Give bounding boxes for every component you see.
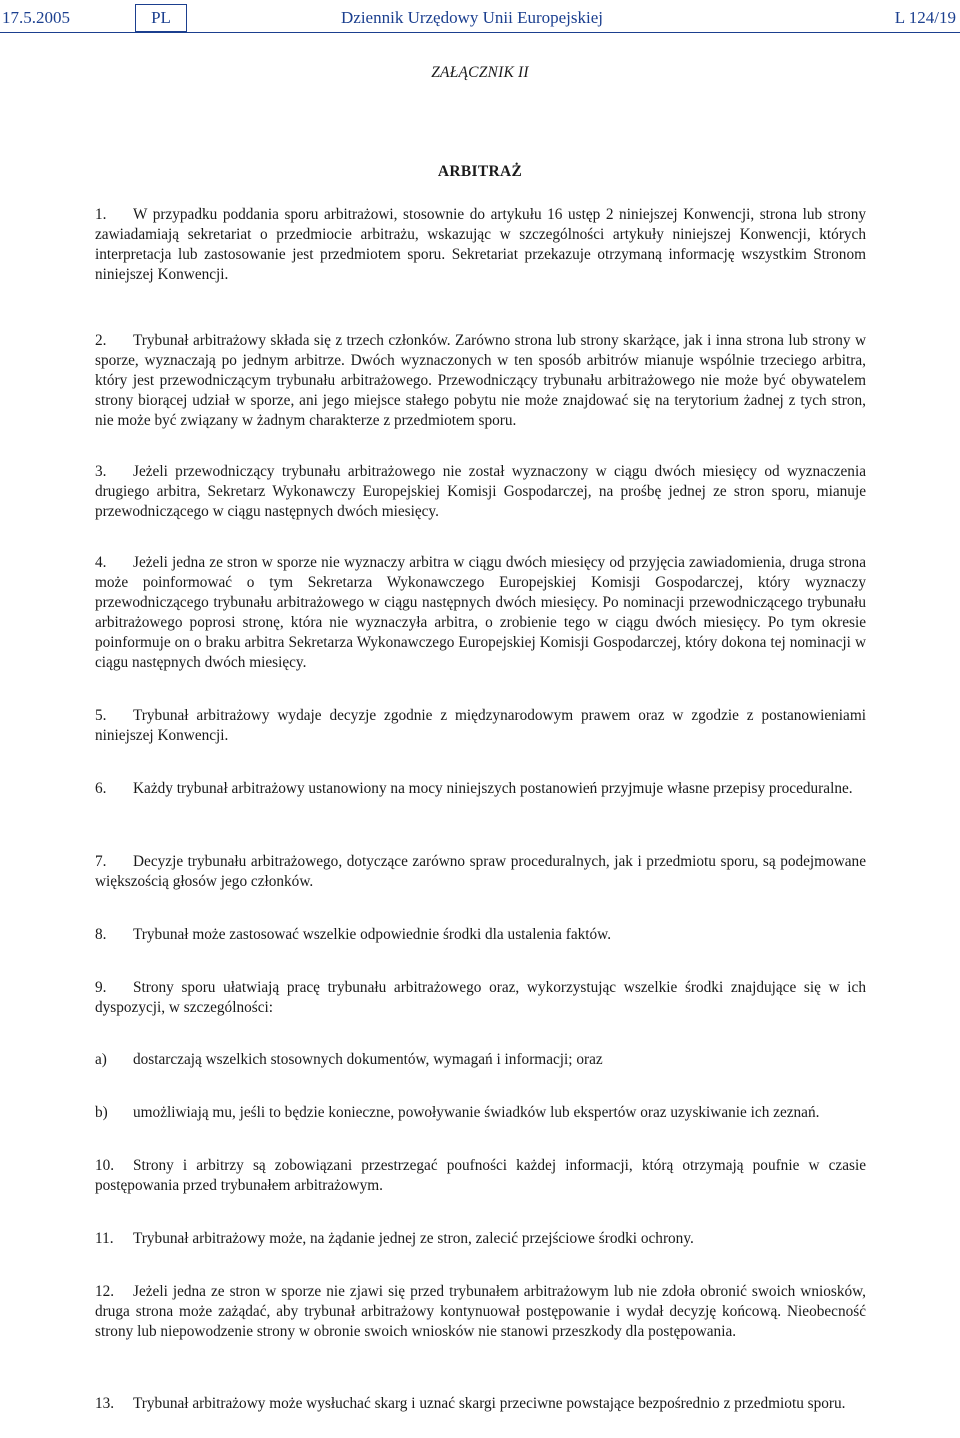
paragraph-number: 13. — [95, 1395, 115, 1412]
paragraph-text: Jeżeli jedna ze stron w sporze nie zjawi się przed trybunałem arbitrażowym lub nie zdoła obronić swoich wniosków, druga strona może zażądać, aby trybunał arbitrażowy kontynuował postępowanie i wydał decyzję końcową. Nieobecność strony lub niepowodzenie strony w obronie swoich wniosków nie stanowi przeszkody dla postępowania. — [95, 1283, 866, 1341]
paragraph-9 — [95, 978, 866, 1018]
paragraph-number: 2. — [95, 332, 107, 349]
paragraph-number: 5. — [95, 707, 107, 724]
paragraph-5 — [95, 706, 866, 746]
paragraph-10 — [95, 1156, 866, 1196]
page-header — [0, 4, 960, 38]
paragraph-12 — [95, 1282, 866, 1342]
paragraph-number: 10. — [95, 1157, 115, 1174]
paragraph-2 — [95, 331, 866, 431]
section-title: ARBITRAŻ — [437, 163, 523, 180]
paragraph-text: Strony i arbitrzy są zobowiązani przestrzegać poufności każdej informacji, którą otrzymają poufnie w czasie postępowania przed trybunałem arbitrażowym. — [95, 1157, 866, 1195]
paragraph-text: Trybunał arbitrażowy składa się z trzech członków. Zarówno strona lub strony skarżące, jak i inna strona lub strony w sporze, wyznaczają po jednym arbitrze. Dwóch wyznaczonych w ten sposób arbitrów mianuje wspólnie trzeciego arbitra, który jest przewodniczącym trybunału arbitrażowego. Przewodniczący trybunału arbitrażowego nie może być obywatelem strony biorącej udział w sporze, ani jego miejsce stałego pobytu nie może znajdować się na terytorium żadnej z tych stron, nie może być związany w żadnym charakterze z przedmiotem sporu. — [95, 332, 866, 430]
paragraph-number: 4. — [95, 554, 107, 571]
paragraph-text: Jeżeli jedna ze stron w sporze nie wyznaczy arbitra w ciągu dwóch miesięcy od przyjęcia zawiadomienia, druga strona może poinformować o tym Sekretarza Wykonawczego Europejskiej Komisji Gospodarczej, który wyznaczy przewodniczącego trybunału arbitrażowego w ciągu następnych dwóch miesięcy. Po nominacji przewodniczącego trybunału arbitrażowego poprosi stronę, która nie wyznaczyła arbitra, o zrobienie tego w ciągu dwóch miesięcy. Po tym okresie poinformuje on o braku arbitra Sekretarza Wykonawczego Europejskiej Komisji Gospodarczej, który dokona tej nominacji w ciągu następnych dwóch miesięcy. — [95, 554, 866, 672]
paragraph-number: 1. — [95, 206, 107, 223]
paragraph-number: 3. — [95, 463, 107, 480]
page-reference: L 124/19 — [894, 8, 956, 27]
paragraph-text: Jeżeli przewodniczący trybunału arbitrażowego nie został wyznaczony w ciągu dwóch miesięcy od wyznaczenia drugiego arbitra, Sekretarz Wykonawczy Europejskiej Komisji Gospodarczej, na prośbę jednej ze stron sporu, mianuje przewodniczącego w ciągu następnych dwóch miesięcy. — [95, 463, 866, 521]
paragraph-7 — [95, 852, 866, 892]
paragraph-11 — [95, 1229, 866, 1249]
list-item-text: umożliwiają mu, jeśli to będzie konieczne, powoływanie świadków lub ekspertów oraz uzyskiwanie ich zeznań. — [133, 1104, 820, 1121]
paragraph-number: 7. — [95, 853, 107, 870]
paragraph-number: 8. — [95, 926, 107, 943]
header-divider — [0, 32, 960, 33]
list-item-letter: a) — [95, 1051, 107, 1068]
paragraph-text: Trybunał arbitrażowy może, na żądanie jednej ze stron, zalecić przejściowe środki ochrony. — [133, 1230, 694, 1247]
paragraph-text: Trybunał arbitrażowy wydaje decyzje zgodnie z międzynarodowym prawem oraz w zgodzie z postanowieniami niniejszej Konwencji. — [95, 707, 866, 745]
paragraph-number: 6. — [95, 780, 107, 797]
list-item-a — [95, 1050, 866, 1070]
paragraph-number: 11. — [95, 1230, 114, 1247]
paragraph-1 — [95, 205, 866, 285]
paragraph-text: Strony sporu ułatwiają pracę trybunału arbitrażowego oraz, wykorzystując wszelkie środki znajdujące się w ich dyspozycji, w szczególności: — [95, 979, 866, 1017]
paragraph-4 — [95, 553, 866, 674]
list-item-letter: b) — [95, 1104, 108, 1121]
journal-title: Dziennik Urzędowy Unii Europejskiej — [341, 8, 604, 27]
paragraph-6 — [95, 779, 866, 799]
language-badge: PL — [135, 4, 187, 32]
paragraph-8 — [95, 925, 866, 945]
paragraph-number: 12. — [95, 1283, 115, 1300]
list-item-text: dostarczają wszelkich stosownych dokumentów, wymagań i informacji; oraz — [133, 1051, 603, 1068]
paragraph-text: Decyzje trybunału arbitrażowego, dotyczące zarówno spraw proceduralnych, jak i przedmiotu sporu, są podejmowane większością głosów jego członków. — [95, 853, 866, 891]
paragraph-text: Trybunał może zastosować wszelkie odpowiednie środki dla ustalenia faktów. — [133, 926, 612, 943]
paragraph-3 — [95, 462, 866, 522]
paragraph-text: Każdy trybunał arbitrażowy ustanowiony na mocy niniejszych postanowień przyjmuje własne przepisy proceduralne. — [133, 780, 853, 797]
paragraph-number: 9. — [95, 979, 107, 996]
publication-date: 17.5.2005 — [2, 8, 70, 27]
paragraph-13 — [95, 1394, 866, 1414]
list-item-b — [95, 1103, 866, 1123]
annex-title: ZAŁĄCZNIK II — [431, 64, 529, 81]
paragraph-text: Trybunał arbitrażowy może wysłuchać skarg i uznać skargi przeciwne powstające bezpośrednio z przedmiotu sporu. — [133, 1395, 846, 1412]
paragraph-text: W przypadku poddania sporu arbitrażowi, stosownie do artykułu 16 ustęp 2 niniejszej Konwencji, strona lub strony zawiadamiają sekretariat o przedmiocie arbitrażu, wskazując w szczególności artykuły niniejszej Konwencji, których interpretacja lub zastosowanie jest przedmiotem sporu. Sekretariat przekazuje otrzymaną informację wszystkim Stronom niniejszej Konwencji. — [95, 206, 866, 284]
